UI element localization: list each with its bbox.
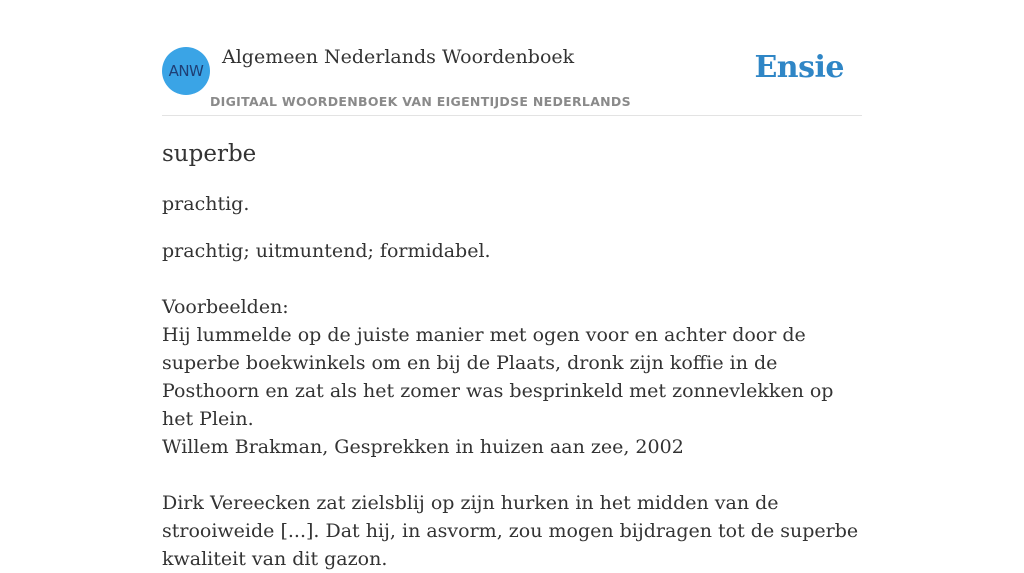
examples-heading: Voorbeelden: [162, 296, 289, 318]
ensie-brand-link[interactable]: Ensie [754, 50, 844, 85]
entry-content [162, 140, 862, 573]
example-item [162, 489, 862, 573]
example-text: Dirk Vereecken zat zielsblij op zijn hurken in het midden van de strooiweide [...]. Dat hij, in asvorm, zou mogen bijdragen tot de superbe kwaliteit van dit gazon. [162, 492, 859, 570]
anw-logo-text: ANW [168, 62, 204, 80]
examples-section [162, 293, 862, 573]
example-item [162, 321, 862, 461]
dictionary-title: Algemeen Nederlands Woordenboek [222, 46, 575, 68]
synonyms-list: prachtig; uitmuntend; formidabel. [162, 240, 491, 262]
example-source: Willem Brakman, Gesprekken in huizen aan zee, 2002 [162, 436, 684, 458]
dictionary-subtitle: DIGITAAL WOORDENBOEK VAN EIGENTIJDSE NEDERLANDS [210, 94, 631, 109]
example-text: Hij lummelde op de juiste manier met ogen voor en achter door de superbe boekwinkels om en bij de Plaats, dronk zijn koffie in de Posthoorn en zat als het zomer was besprinkeld met zonnevlekken op het Plein. [162, 324, 834, 430]
anw-logo[interactable] [162, 47, 210, 95]
page [162, 0, 862, 570]
entry-headword: superbe [162, 141, 257, 167]
site-header [162, 0, 862, 116]
short-definition: prachtig. [162, 193, 250, 215]
